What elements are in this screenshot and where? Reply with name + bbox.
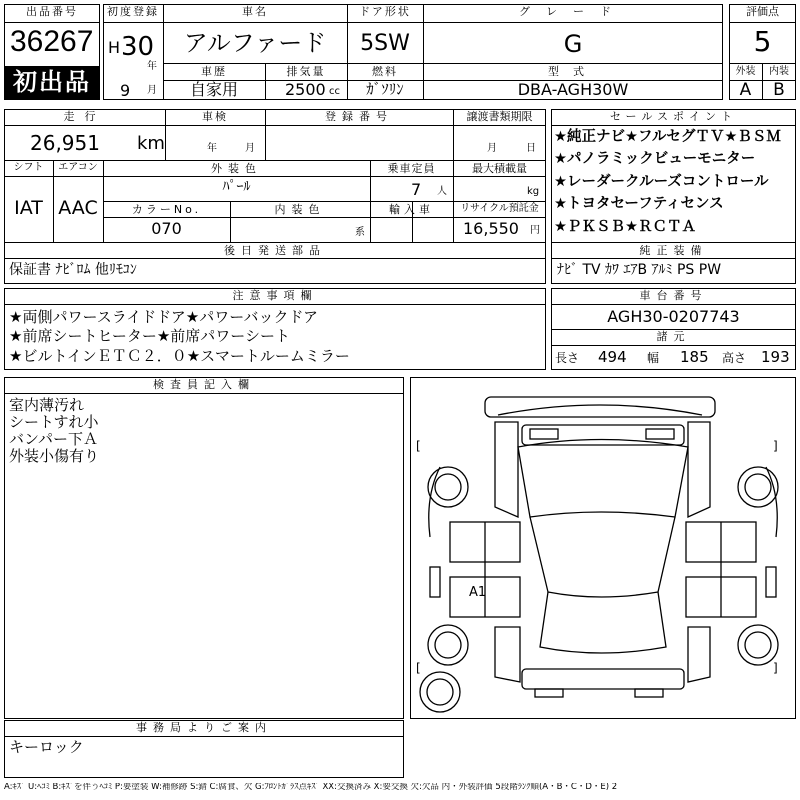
sales-label: セールスポイント [609, 110, 737, 123]
int-score: B [773, 80, 785, 100]
divider [4, 125, 546, 126]
inspect-year-unit: 年 [207, 143, 217, 154]
ext-score: A [739, 80, 752, 100]
inspect-month-unit: 月 [245, 143, 255, 154]
sales-item: ★ＰＫＳＢ★ＲＣＴＡ [554, 219, 696, 235]
bracket-right: ] [773, 661, 778, 675]
score: 5 [753, 25, 772, 58]
divider [551, 345, 796, 346]
reg-label: 初度登録 [107, 5, 159, 18]
lot-label: 出品番号 [26, 5, 78, 18]
model-label: 型式 [548, 65, 598, 78]
reg-month: 9 [120, 81, 131, 100]
divider [4, 242, 546, 243]
mileage: 26,951 [30, 131, 100, 155]
divider [4, 160, 546, 161]
door-type: 5SW [360, 31, 410, 56]
fuel-label: 燃料 [372, 65, 398, 78]
shift-label: シフト [13, 162, 44, 173]
divider [103, 201, 546, 202]
equipment: ﾅﾋﾞ TV ｶﾜ ｴｱB ｱﾙﾐ PS PW [557, 262, 722, 278]
reg-era: H [108, 38, 121, 57]
body-color: ﾊﾟｰﾙ [222, 179, 251, 195]
import-label: 輸入車 [389, 203, 434, 216]
divider [4, 176, 546, 177]
bracket-left: [ [416, 439, 421, 453]
divider [4, 393, 404, 394]
int-label: 内装 [769, 66, 789, 77]
reg-year-unit: 年 [147, 61, 157, 72]
height-label: 高さ [722, 351, 747, 365]
load-label: 最大積載量 [472, 162, 527, 175]
name-label: 車名 [242, 5, 268, 18]
divider [163, 63, 723, 64]
divider [551, 304, 796, 305]
intcolor-label: 内装色 [274, 203, 326, 216]
mileage-label: 走行 [63, 110, 106, 123]
grade-label: グレード [519, 5, 627, 18]
grade: G [563, 30, 583, 58]
chassis-number: AGH30-0207743 [607, 307, 740, 326]
displacement: 2500 [285, 80, 326, 99]
legend: A:ｷｽﾞ U:ﾍｺﾐ B:ｷｽﾞを伴うﾍｺﾐ P:要塗装 W:補修跡 S:錆 C:腐食、欠 G:ﾌﾛﾝﾄｶﾞﾗｽ点ｷｽﾞ XX:交換済み X:要交換 欠:欠品 内・外装評価 5段階ﾗﾝｸ順(A・B・C・D・E) 2 [4, 783, 618, 792]
seats-unit: 人 [437, 186, 447, 197]
intcolor-unit: 系 [355, 227, 365, 238]
divider [4, 736, 404, 737]
sales-item: ★純正ナビ★フルセグＴＶ★ＢＳＭ [554, 129, 781, 145]
divider [4, 22, 100, 23]
transfer-label: 譲渡書類期限 [466, 110, 533, 123]
office-label: 事務局よりご案内 [136, 721, 272, 734]
inspect-label: 車検 [202, 110, 228, 123]
divider [163, 80, 723, 81]
history-label: 車歴 [201, 65, 227, 78]
inspector-line: 室内薄汚れ [9, 396, 85, 414]
divider [453, 109, 454, 242]
score-label: 評価点 [746, 5, 779, 18]
spec-label: 諸元 [656, 330, 691, 343]
ac: AAC [58, 197, 98, 219]
note-line: ★前席シートヒーター★前席パワーシート [9, 327, 290, 345]
divider [729, 22, 796, 23]
transfer-month-unit: 月 [487, 143, 497, 154]
divider [103, 22, 723, 23]
damage-mark: A1 [469, 585, 487, 600]
reg-year: 30 [121, 32, 155, 62]
inspector-line: バンパー下Ａ [9, 430, 98, 448]
plate-label: 登録番号 [325, 110, 393, 123]
office-text: キーロック [9, 738, 84, 756]
notes-label: 注意事項欄 [232, 289, 318, 302]
equip-label: 純正装備 [639, 244, 708, 257]
divider [551, 258, 796, 259]
divider [4, 304, 546, 305]
bracket-left: [ [416, 661, 421, 675]
divider [4, 258, 546, 259]
note-line: ★ビルトインＥＴＣ２．０★スマートルームミラー [9, 347, 350, 365]
divider [551, 242, 796, 243]
height: 193 [761, 348, 790, 366]
inspector-label: 検査員記入欄 [153, 378, 255, 391]
divider [103, 217, 546, 218]
car-damage-diagram [410, 377, 796, 719]
color-number: 070 [151, 219, 182, 238]
model: DBA-AGH30W [517, 80, 629, 99]
reg-month-unit: 月 [147, 85, 157, 96]
sales-item: ★レーダークルーズコントロール [554, 174, 769, 190]
length-label: 長さ [555, 351, 580, 365]
width: 185 [680, 348, 709, 366]
sales-item: ★トヨタセーフティセンス [554, 196, 724, 212]
width-label: 幅 [647, 351, 660, 365]
chassis-label: 車台番号 [639, 289, 708, 302]
lot-number: 36267 [10, 25, 94, 58]
colorno-label: カラーNo. [131, 203, 202, 216]
note-line: ★両側パワースライドドア★パワーバックドア [9, 308, 319, 326]
door-label: ドア形状 [359, 5, 411, 18]
seats-label: 乗車定員 [387, 162, 436, 175]
car-name: アルファード [183, 29, 327, 57]
shift: IAT [14, 197, 43, 219]
disp-label: 排気量 [286, 65, 326, 78]
divider [551, 125, 796, 126]
transfer-day-unit: 日 [526, 143, 536, 154]
recycle-label: リサイクル預託金 [460, 203, 539, 214]
load-unit: kg [527, 186, 540, 197]
inspector-line: 外装小傷有り [9, 447, 100, 465]
seats: 7 [411, 180, 422, 199]
first-listing-badge: 初出品 [5, 66, 99, 99]
ac-label: エアコン [58, 162, 98, 173]
later-parts-label: 後日発送部品 [224, 244, 326, 257]
later-parts: 保証書 ﾅﾋﾞﾛﾑ 他ﾘﾓｺﾝ [9, 262, 137, 278]
bracket-right: ] [773, 439, 778, 453]
color-label: 外装色 [211, 162, 262, 175]
ext-label: 外装 [735, 66, 756, 77]
recycle-unit: 円 [530, 225, 540, 236]
mileage-unit: km [137, 133, 165, 154]
disp-unit: cc [329, 86, 340, 97]
history: 自家用 [189, 80, 238, 99]
recycle-fee: 16,550 [463, 219, 519, 238]
length: 494 [598, 348, 627, 366]
inspector-line: シートすれ小 [9, 413, 99, 431]
fuel: ｶﾞｿﾘﾝ [366, 80, 404, 98]
sales-item: ★パノラミックビューモニター [554, 151, 756, 167]
